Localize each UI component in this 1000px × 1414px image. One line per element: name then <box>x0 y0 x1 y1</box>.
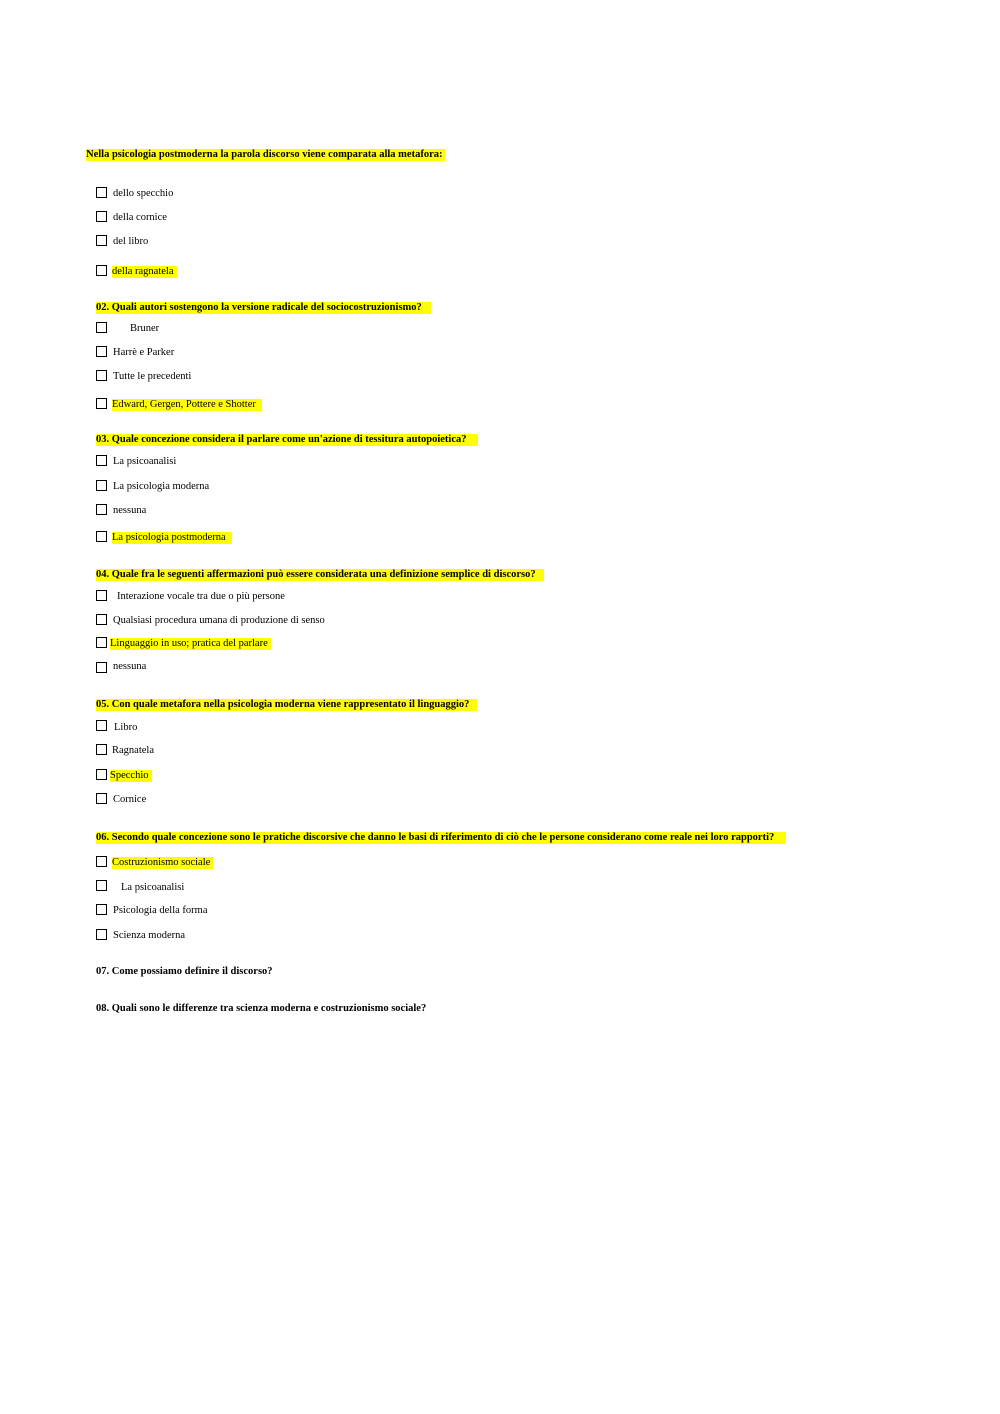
option-q2-a: Bruner <box>130 323 160 334</box>
checkbox-q5-b[interactable] <box>96 744 107 755</box>
option-q3-d-answer: La psicologia postmoderna <box>112 532 232 544</box>
option-q4-d: nessuna <box>113 661 147 672</box>
checkbox-q4-d[interactable] <box>96 662 107 673</box>
checkbox-q4-b[interactable] <box>96 614 107 625</box>
question-4-title: 04. Quale fra le seguenti affermazioni può essere considerata una definizione semplice di discorso? <box>96 569 544 581</box>
question-7-title: 07. Come possiamo definire il discorso? <box>96 966 273 977</box>
checkbox-q3-d[interactable] <box>96 531 107 542</box>
option-q3-b: La psicologia moderna <box>113 481 210 492</box>
option-q6-a-answer: Costruzionismo sociale <box>112 857 213 869</box>
option-q6-d: Scienza moderna <box>113 930 186 941</box>
question-1-text: Nella psicologia postmoderna la parola discorso viene comparata alla metafora: <box>86 149 445 161</box>
checkbox-q6-b[interactable] <box>96 880 107 891</box>
checkbox-q5-d[interactable] <box>96 793 107 804</box>
checkbox-q3-b[interactable] <box>96 480 107 491</box>
checkbox-q1-b[interactable] <box>96 211 107 222</box>
option-q3-c: nessuna <box>113 505 147 516</box>
question-1-title <box>86 149 445 161</box>
option-q3-a: La psicoanalisi <box>113 456 177 467</box>
checkbox-q6-c[interactable] <box>96 904 107 915</box>
option-q4-a: Interazione vocale tra due o più persone <box>117 591 285 602</box>
option-q2-c: Tutte le precedenti <box>113 371 192 382</box>
checkbox-q1-a[interactable] <box>96 187 107 198</box>
option-q1-a: dello specchio <box>113 188 174 199</box>
option-q5-d: Cornice <box>113 794 147 805</box>
checkbox-q3-c[interactable] <box>96 504 107 515</box>
checkbox-q6-a[interactable] <box>96 856 107 867</box>
checkbox-q3-a[interactable] <box>96 455 107 466</box>
option-q1-b: della cornice <box>113 212 167 223</box>
checkbox-q5-a[interactable] <box>96 720 107 731</box>
question-6-title: 06. Secondo quale concezione sono le pratiche discorsive che danno le basi di riferimento di ciò che le persone considerano come reale nei loro rapporti? <box>96 832 786 844</box>
checkbox-q5-c[interactable] <box>96 769 107 780</box>
checkbox-q2-d[interactable] <box>96 398 107 409</box>
option-q2-b: Harrè e Parker <box>113 347 175 358</box>
option-q6-b: La psicoanalisi <box>121 882 185 893</box>
checkbox-q4-c[interactable] <box>96 637 107 648</box>
option-q1-c: del libro <box>113 236 149 247</box>
checkbox-q1-c[interactable] <box>96 235 107 246</box>
checkbox-q2-a[interactable] <box>96 322 107 333</box>
option-q5-a: Libro <box>114 722 138 733</box>
option-q4-b: Qualsiasi procedura umana di produzione di senso <box>113 615 325 626</box>
question-3-title: 03. Quale concezione considera il parlare come un'azione di tessitura autopoietica? <box>96 434 478 446</box>
question-8-title: 08. Quali sono le differenze tra scienza moderna e costruzionismo sociale? <box>96 1003 427 1014</box>
option-q5-c-answer: Specchio <box>110 770 152 782</box>
option-q6-c: Psicologia della forma <box>113 905 208 916</box>
option-q5-b: Ragnatela <box>112 745 154 756</box>
option-q1-d-answer: della ragnatela <box>112 266 177 278</box>
question-2-title: 02. Quali autori sostengono la versione radicale del sociocostruzionismo? <box>96 302 431 314</box>
question-5-title: 05. Con quale metafora nella psicologia moderna viene rappresentato il linguaggio? <box>96 699 477 711</box>
option-q4-c-answer: Linguaggio in uso; pratica del parlare <box>110 638 271 650</box>
checkbox-q4-a[interactable] <box>96 590 107 601</box>
checkbox-q1-d[interactable] <box>96 265 107 276</box>
checkbox-q2-b[interactable] <box>96 346 107 357</box>
checkbox-q6-d[interactable] <box>96 929 107 940</box>
checkbox-q2-c[interactable] <box>96 370 107 381</box>
option-q2-d-answer: Edward, Gergen, Pottere e Shotter <box>112 399 262 411</box>
